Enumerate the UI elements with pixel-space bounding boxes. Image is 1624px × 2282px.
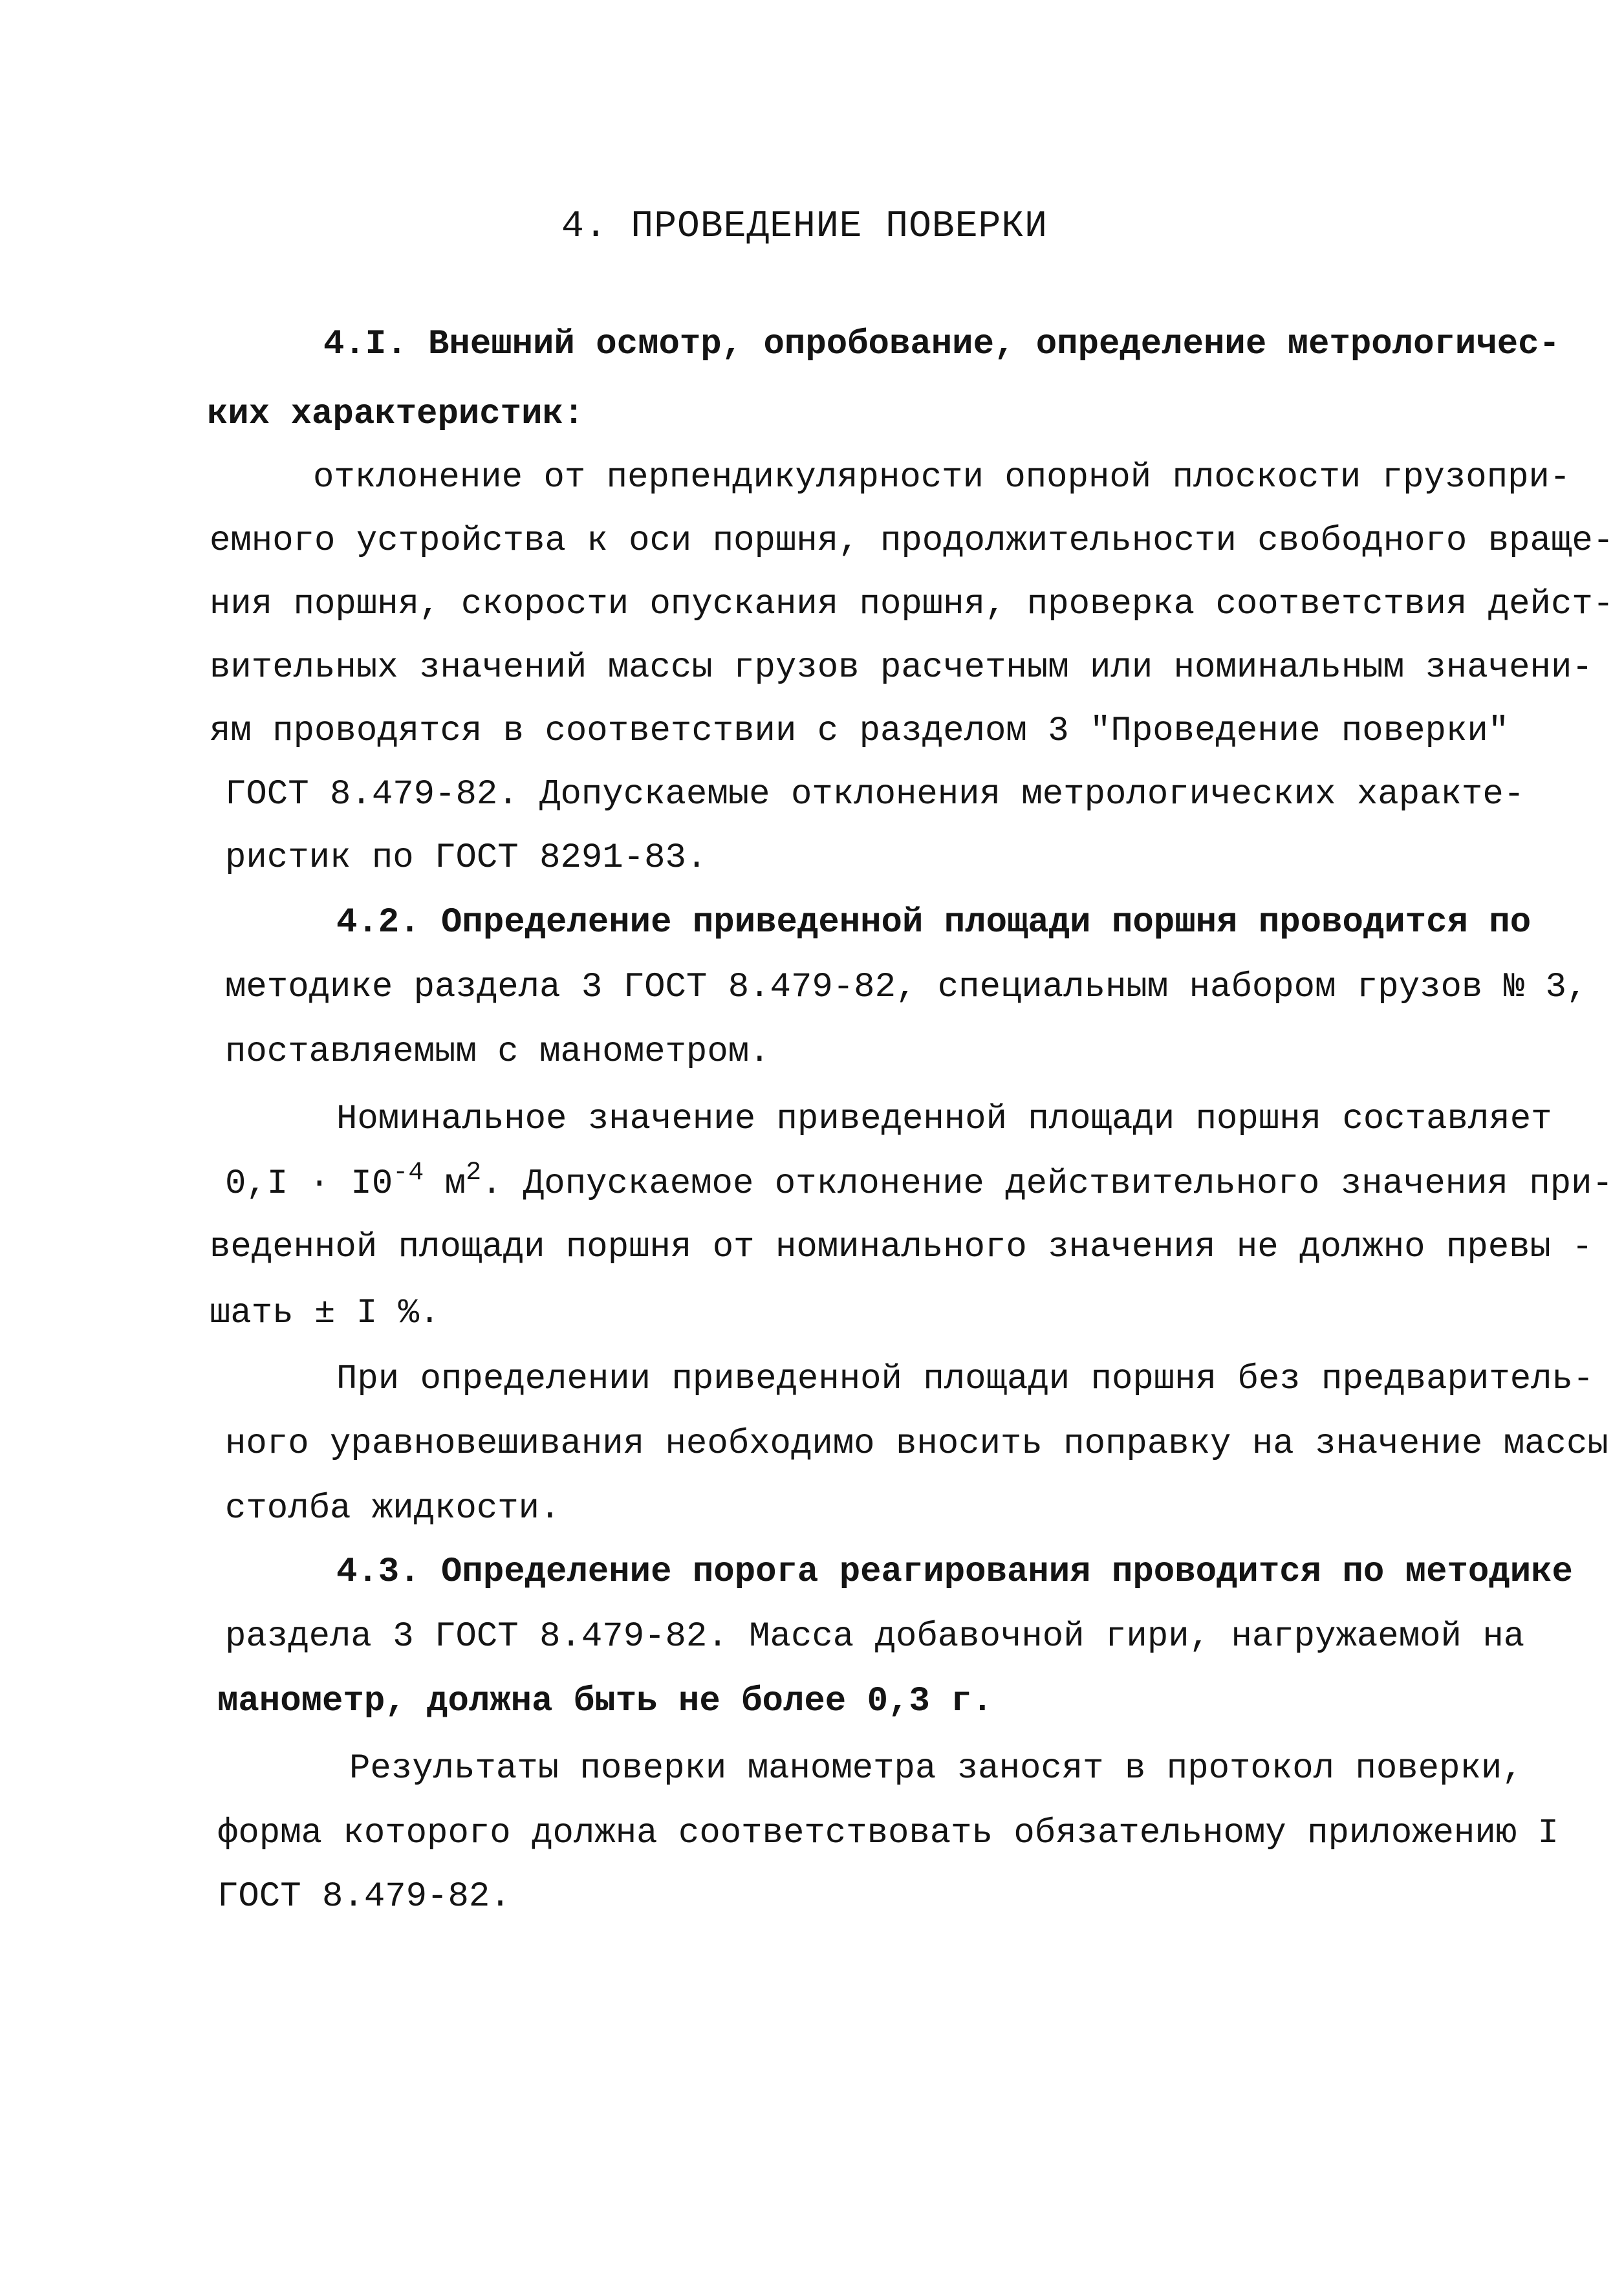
paragraph-4-1-line-7: ям проводятся в соответствии с разделом 3 "Проведение поверки" [210,712,1510,751]
paragraph-4-2-line-3: поставляемым с манометром. [225,1032,770,1072]
paragraph-4-1-line-8: ГОСТ 8.479-82. Допускаемые отклонения метрологических характе- [225,775,1525,814]
paragraph-4-1-line-5: ния поршня, скорости опускания поршня, проверка соответствия дейст- [210,585,1614,624]
paragraph-4-3-line-1: 4.3. Определение порога реагирования проводится по методике [336,1552,1573,1592]
results-line-3: ГОСТ 8.479-82. [217,1877,511,1917]
paragraph-4-2-line-2: методике раздела 3 ГОСТ 8.479-82, специальным набором грузов № 3, [225,968,1588,1007]
paragraph-4-3-line-2: раздела 3 ГОСТ 8.479-82. Масса добавочной гири, нагружаемой на [225,1617,1525,1657]
nominal-value: 0,I · I0 [225,1164,393,1204]
results-line-2: форма которого должна соответствовать обязательному приложению I [217,1814,1559,1853]
paragraph-4-3-line-3: манометр, должна быть не более 0,3 г. [217,1682,993,1721]
nominal-line-1: Номинальное значение приведенной площади поршня составляет [336,1100,1552,1139]
nominal-line-2-rest: . Допускаемое отклонение действительного значения при- [481,1164,1613,1204]
paragraph-4-1-line-6: вительных значений массы грузов расчетным или номинальным значени- [210,648,1593,688]
paragraph-4-1-line-1: 4.I. Внешний осмотр, опробование, определение метрологичес- [323,325,1560,364]
paragraph-4-1-line-3: отклонение от перпендикулярности опорной плоскости грузопри- [313,458,1571,497]
results-line-1: Результаты поверки манометра заносят в протокол поверки, [349,1749,1523,1788]
nominal-line-2 [225,1158,1613,1204]
nominal-line-4: шать ± I %. [210,1294,440,1333]
paragraph-4-2-line-1: 4.2. Определение приведенной площади поршня проводится по [336,903,1532,942]
nominal-line-3: веденной площади поршня от номинального значения не должно превы - [210,1228,1593,1267]
nominal-exponent: -4 [393,1158,424,1188]
balance-line-3: столба жидкости. [225,1489,561,1528]
nominal-unit: м [424,1164,466,1204]
paragraph-4-1-line-2: ких характеристик: [207,395,585,434]
paragraph-4-1-line-4: емного устройства к оси поршня, продолжительности свободного враще- [210,521,1614,561]
balance-line-1: При определении приведенной площади поршня без предваритель- [336,1360,1594,1399]
paragraph-4-1-line-9: ристик по ГОСТ 8291-83. [225,838,708,878]
balance-line-2: ного уравновешивания необходимо вносить поправку на значение массы [225,1424,1608,1464]
section-heading: 4. ПРОВЕДЕНИЕ ПОВЕРКИ [561,206,1048,248]
unit-exponent: 2 [466,1158,482,1188]
